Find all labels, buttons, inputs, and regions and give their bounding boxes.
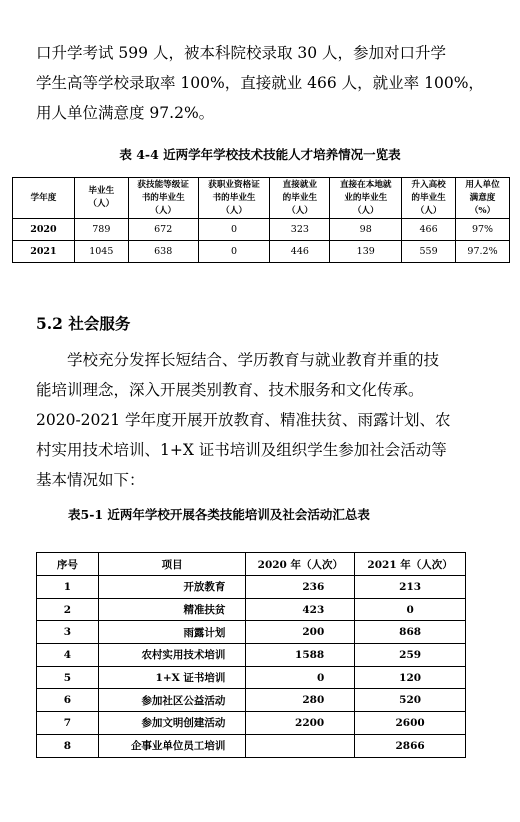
table-cell: 97.2% bbox=[456, 241, 510, 263]
table1-header: 毕业生 （人） bbox=[74, 178, 128, 219]
section-heading bbox=[36, 312, 130, 334]
table-cell: 雨露计划 bbox=[98, 621, 246, 644]
table-cell: 2866 bbox=[355, 734, 466, 757]
section-line: 学校充分发挥长短结合、学历教育与就业教育并重的技 bbox=[67, 351, 440, 369]
table-cell: 1 bbox=[37, 576, 99, 599]
table-cell: 868 bbox=[355, 621, 466, 644]
table1-header: 直接在本地就 业的毕业生 （人） bbox=[330, 178, 402, 219]
table-cell: 0 bbox=[198, 219, 270, 241]
table-cell: 638 bbox=[128, 241, 198, 263]
section-line: 2020-2021 学年度开展开放教育、精准扶贫、雨露计划、农 bbox=[36, 411, 451, 429]
table-cell: 259 bbox=[355, 644, 466, 667]
table-cell: 5 bbox=[37, 666, 99, 689]
table-cell: 0 bbox=[198, 241, 270, 263]
table2-header-row bbox=[37, 553, 466, 576]
intro-line: 用人单位满意度 97.2%。 bbox=[36, 104, 215, 122]
table-cell: 8 bbox=[37, 734, 99, 757]
intro-paragraph bbox=[36, 38, 488, 128]
table2-header: 2020 年（人次） bbox=[246, 553, 355, 576]
table2-header: 序号 bbox=[37, 553, 99, 576]
table-cell: 2600 bbox=[355, 712, 466, 735]
table-cell: 559 bbox=[402, 241, 456, 263]
talent-training-table bbox=[12, 177, 510, 263]
table-cell: 446 bbox=[270, 241, 330, 263]
table-row bbox=[37, 712, 466, 735]
table-cell: 97% bbox=[456, 219, 510, 241]
table-cell: 精准扶贫 bbox=[98, 598, 246, 621]
table-row bbox=[37, 734, 466, 757]
table-cell: 200 bbox=[246, 621, 355, 644]
table-row bbox=[37, 576, 466, 599]
table1-header: 学年度 bbox=[13, 178, 75, 219]
table-cell: 开放教育 bbox=[98, 576, 246, 599]
table-cell: 7 bbox=[37, 712, 99, 735]
table-cell: 1045 bbox=[74, 241, 128, 263]
table-cell: 0 bbox=[246, 666, 355, 689]
intro-line: 口升学考试 599 人，被本科院校录取 30 人，参加对口升学 bbox=[36, 44, 447, 62]
table-cell: 120 bbox=[355, 666, 466, 689]
table-cell: 280 bbox=[246, 689, 355, 712]
table-cell: 参加社区公益活动 bbox=[98, 689, 246, 712]
table-row bbox=[13, 219, 510, 241]
table-cell: 企事业单位员工培训 bbox=[98, 734, 246, 757]
table-cell: 520 bbox=[355, 689, 466, 712]
table-cell: 236 bbox=[246, 576, 355, 599]
table-cell: 323 bbox=[270, 219, 330, 241]
table1-header: 用人单位 满意度 （%） bbox=[456, 178, 510, 219]
table2-header: 项目 bbox=[98, 553, 246, 576]
table-cell bbox=[246, 734, 355, 757]
section-title: 社会服务 bbox=[68, 314, 131, 333]
section-line: 能培训理念，深入开展类别教育、技术服务和文化传承。 bbox=[36, 381, 424, 399]
table-cell: 2 bbox=[37, 598, 99, 621]
table2-caption: 表5-1 近两年学校开展各类技能培训及社会活动汇总表 bbox=[68, 507, 370, 522]
table-row bbox=[37, 621, 466, 644]
table-row bbox=[37, 644, 466, 667]
intro-line: 学生高等学校录取率 100%，直接就业 466 人，就业率 100%， bbox=[36, 74, 484, 92]
table2-header: 2021 年（人次） bbox=[355, 553, 466, 576]
table-cell: 466 bbox=[402, 219, 456, 241]
table-cell: 213 bbox=[355, 576, 466, 599]
table-cell: 423 bbox=[246, 598, 355, 621]
table-cell: 789 bbox=[74, 219, 128, 241]
table-cell: 参加文明创建活动 bbox=[98, 712, 246, 735]
table-cell: 6 bbox=[37, 689, 99, 712]
table-cell: 3 bbox=[37, 621, 99, 644]
table-cell: 1588 bbox=[246, 644, 355, 667]
table-cell: 2021 bbox=[13, 241, 75, 263]
table1-header: 获职业资格证 书的毕业生 （人） bbox=[198, 178, 270, 219]
table-cell: 98 bbox=[330, 219, 402, 241]
table-cell: 0 bbox=[355, 598, 466, 621]
table1-header: 获技能等级证 书的毕业生 （人） bbox=[128, 178, 198, 219]
section-line: 村实用技术培训、1+X 证书培训及组织学生参加社会活动等 bbox=[36, 441, 447, 459]
table1-header: 升入高校 的毕业生 （人） bbox=[402, 178, 456, 219]
table-row bbox=[37, 689, 466, 712]
table1-header: 直接就业 的毕业生 （人） bbox=[270, 178, 330, 219]
table-row bbox=[13, 241, 510, 263]
table-cell: 139 bbox=[330, 241, 402, 263]
training-activities-table bbox=[36, 552, 466, 758]
table-cell: 4 bbox=[37, 644, 99, 667]
table-cell: 1+X 证书培训 bbox=[98, 666, 246, 689]
table-cell: 672 bbox=[128, 219, 198, 241]
table-cell: 农村实用技术培训 bbox=[98, 644, 246, 667]
section-number: 5.2 bbox=[36, 314, 63, 333]
section-paragraph bbox=[36, 345, 488, 495]
table1-caption: 表 4-4 近两学年学校技术技能人才培养情况一览表 bbox=[119, 147, 401, 162]
table-row bbox=[37, 598, 466, 621]
table1-header-row bbox=[13, 178, 510, 219]
table-row bbox=[37, 666, 466, 689]
table-cell: 2020 bbox=[13, 219, 75, 241]
table-cell: 2200 bbox=[246, 712, 355, 735]
section-line: 基本情况如下： bbox=[36, 471, 145, 489]
